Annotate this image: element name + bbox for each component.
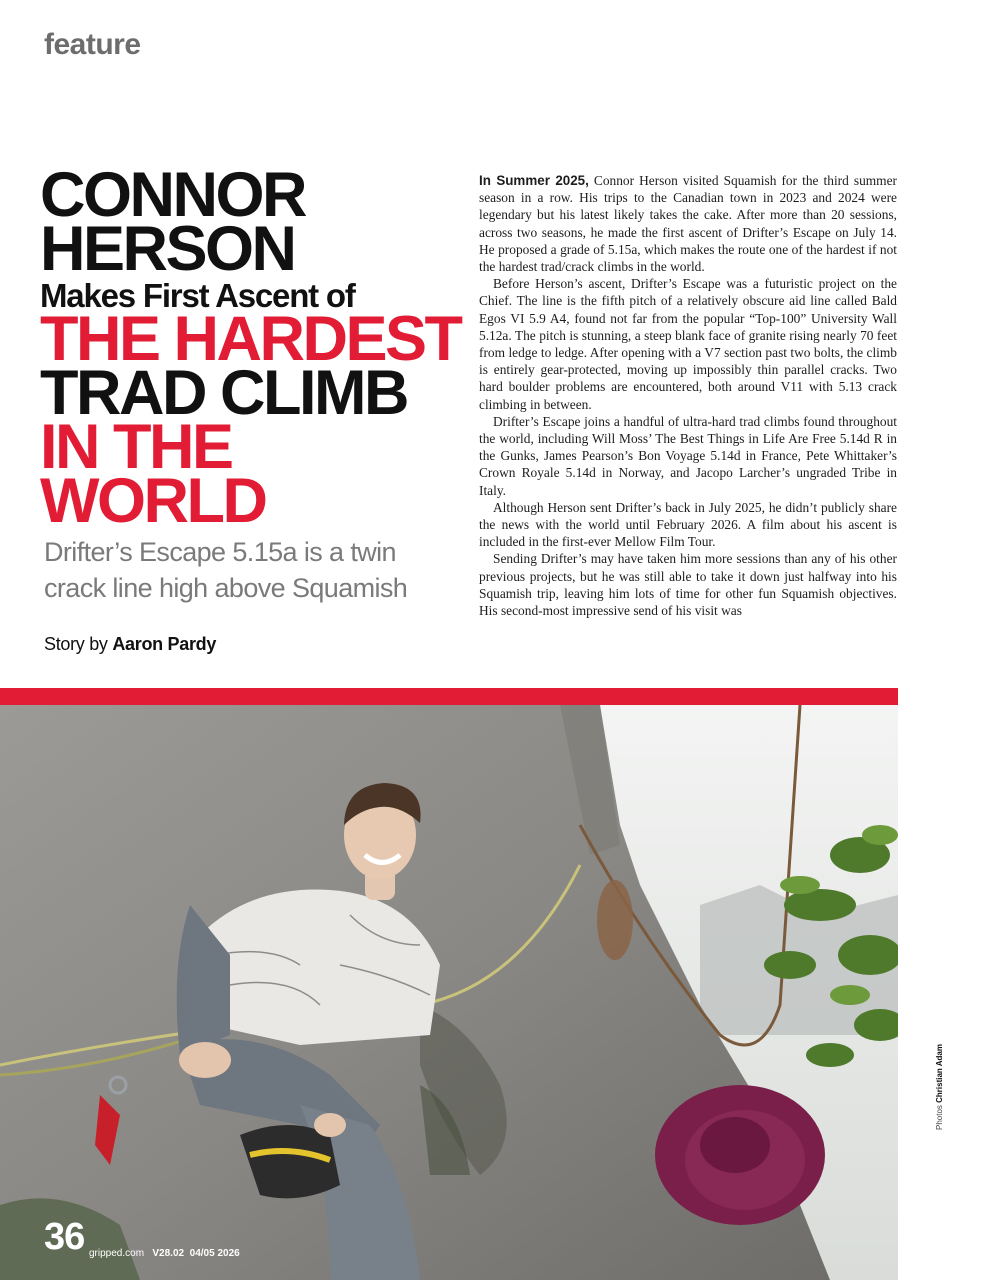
article-paragraph-5: Sending Drifter’s may have taken him more sessions than any of his other previous projects, but he was still able to take it down just halfway into his Squamish trip, leaving him lots of time for other fun Squamish objectives. His second-most impressive send of his visit was	[479, 551, 897, 619]
byline-author: Aaron Pardy	[112, 634, 217, 654]
photo-credit-name: Christian Adam	[935, 1044, 944, 1103]
article-body	[479, 172, 897, 654]
article-paragraph-1-text: Connor Herson visited Squamish for the third summer season in a row. His trips to the Canadian town in 2023 and 2024 were legendary but his latest likely takes the cake. After more than 20 sessions, across two seasons, he made the first ascent of Drifter’s Escape on July 14. He proposed a grade of 5.15a, which makes the route one of the hardest if not the hardest trad/crack climbs in the world.	[479, 173, 897, 275]
headline-line-7: WORLD	[40, 466, 266, 536]
section-label: feature	[44, 28, 141, 61]
headline	[40, 160, 480, 536]
headline-line-3: Makes First Ascent of	[40, 277, 355, 314]
headline-line-1: CONNOR	[40, 160, 305, 230]
article-lead-in: In Summer 2025,	[479, 173, 589, 188]
folio-volume: V28.02	[152, 1248, 185, 1259]
headline-line-4: THE HARDEST	[40, 304, 461, 374]
article-paragraph-3: Drifter’s Escape joins a handful of ultra-hard trad climbs found throughout the world, including Will Moss’ The Best Things in Life Are Free 5.14d R in the Gunks, James Pearson’s Bon Voyage 5.14d in France, Pete Whittaker’s Crown Royale 5.14d in Norway, and Jacopo Larcher’s ungraded Tribe in Italy.	[479, 413, 897, 498]
article-paragraph-4: Although Herson sent Drifter’s back in July 2025, he didn’t publicly share the news with the world until February 2026. A film about his ascent is included in the first-ever Mellow Film Tour.	[479, 499, 897, 550]
climber-photo	[0, 705, 898, 1280]
folio-meta	[89, 1248, 240, 1259]
photo-credit-label: Photos	[935, 1105, 944, 1130]
headline-line-6: IN THE	[40, 412, 232, 482]
headline-line-5: TRAD CLIMB	[40, 358, 407, 428]
byline-prefix: Story by	[44, 634, 108, 654]
photo-credit	[935, 1044, 944, 1130]
headline-line-2: HERSON	[40, 214, 295, 284]
page-number: 36	[44, 1216, 85, 1258]
red-divider-bar	[0, 688, 898, 705]
article-paragraph-2: Before Herson’s ascent, Drifter’s Escape was a futuristic project on the Chief. The line is the fifth pitch of a relatively obscure aid line called Bald Egos VI 5.9 A4, found not far from the popular “Top-100” University Wall 5.12a. The pitch is stunning, a steep blank face of granite rising nearly 70 feet from ledge to ledge. After opening with a V7 section past two bolts, the climb is entirely gear-protected, moving up impossibly thin parallel cracks. Two hard boulder problems are encountered, both around V11 with 5.13 crack climbing in between.	[479, 276, 897, 412]
deck-subtitle: Drifter’s Escape 5.15a is a twin crack line high above Squamish	[44, 537, 408, 603]
folio-issue: 04/05 2026	[189, 1248, 240, 1259]
article-paragraph-1	[479, 172, 897, 275]
folio-site: gripped.com	[89, 1248, 145, 1259]
byline	[44, 634, 216, 655]
climber-photo-illustration	[0, 705, 898, 1280]
